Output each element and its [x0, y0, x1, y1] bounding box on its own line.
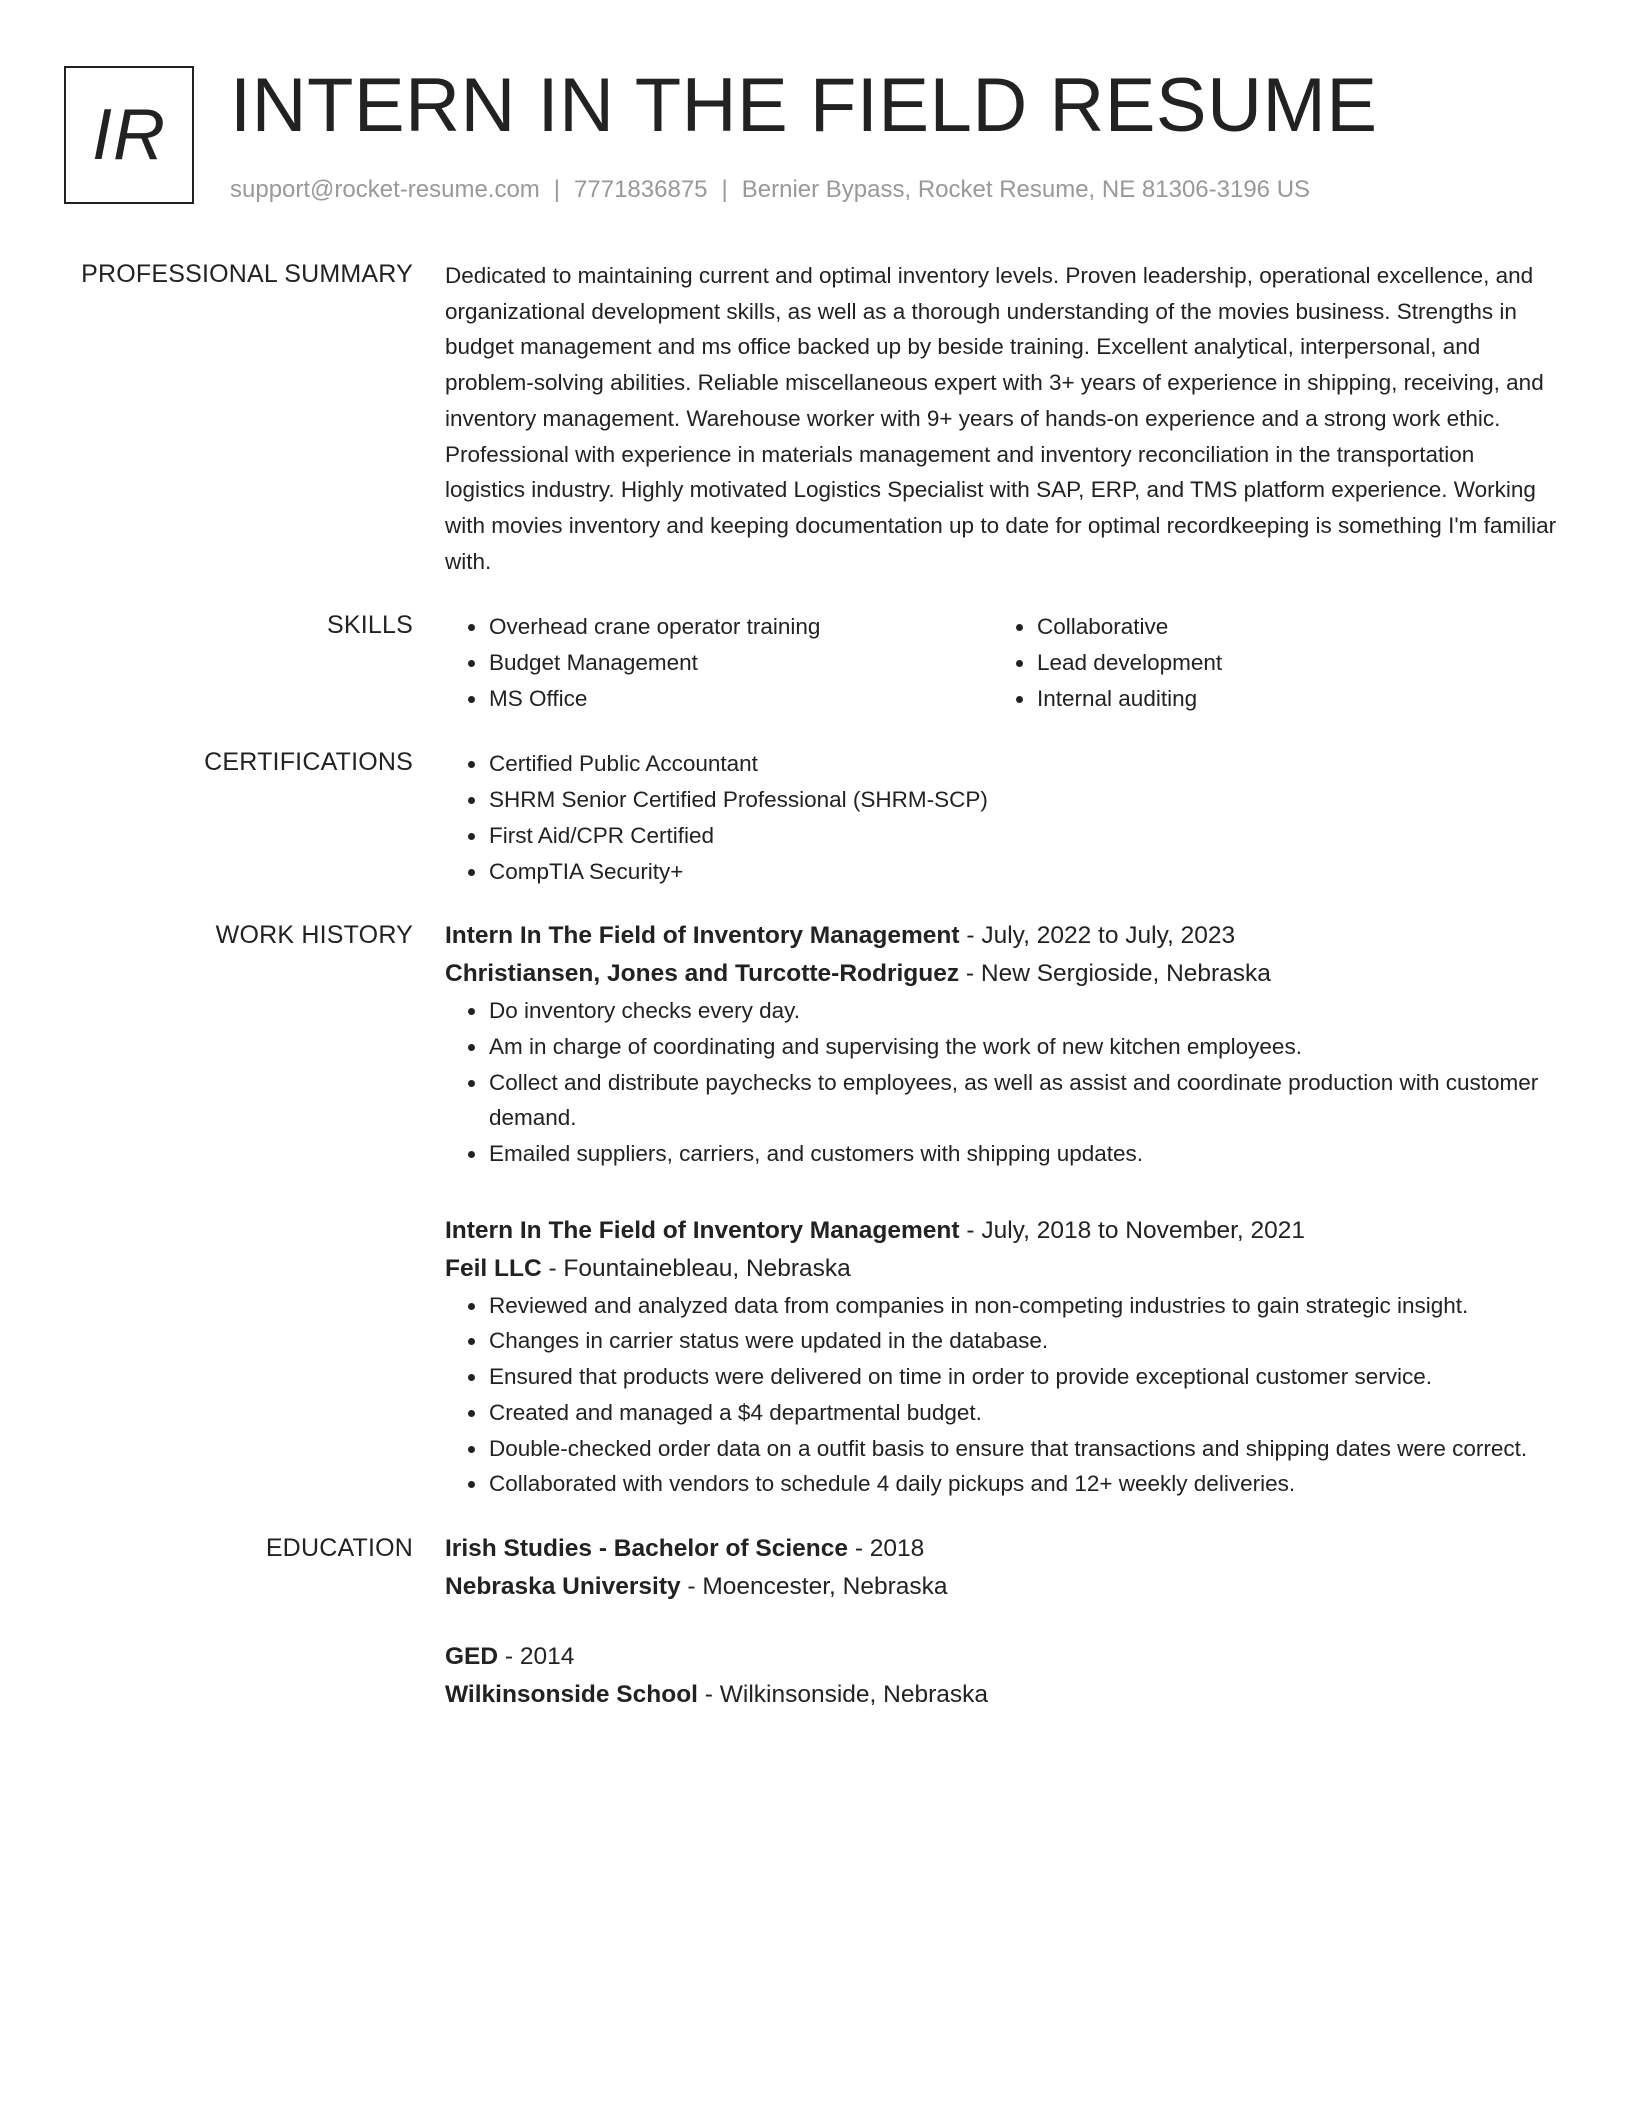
job-duties-list: [445, 1288, 1557, 1502]
job-duty: • Am in charge of coordinating and supervising the work of new kitchen employees.: [488, 1029, 1557, 1065]
job-duty: • Reviewed and analyzed data from companies in non-competing industries to gain strategic insight.: [488, 1288, 1557, 1324]
skill-item: • MS Office: [488, 681, 993, 717]
section-label: CERTIFICATIONS: [204, 748, 413, 777]
job-location: - Fountainebleau, Nebraska: [541, 1254, 851, 1282]
education-location: - Moencester, Nebraska: [680, 1572, 948, 1600]
contact-address: Bernier Bypass, Rocket Resume, NE 81306-3196 US: [741, 176, 1311, 203]
job-duty: • Changes in carrier status were updated in the database.: [488, 1323, 1557, 1359]
education-entry: [445, 1638, 1557, 1714]
education-degree-line: [445, 1530, 1557, 1568]
summary-text: Dedicated to maintaining current and optimal inventory levels. Proven leadership, operational excellence, and organizational development skills, as well as a thorough understanding of the movies business. Strengths in budget management and ms office backed up by beside training. Excellent analytical, interpersonal, and problem-solving abilities. Reliable miscellaneous expert with 3+ years of experience in shipping, receiving, and inventory management. Warehouse worker with 9+ years of hands-on experience and a strong work ethic. Professional with experience in materials management and inventory reconciliation in the transportation logistics industry. Highly motivated Logistics Specialist with SAP, ERP, and TMS platform experience. Working with movies inventory and keeping documentation up to date for optimal recordkeeping is something I'm familiar with.: [445, 263, 1557, 574]
skills-list-right: [993, 609, 1541, 716]
education-location: - Wilkinsonside, Nebraska: [697, 1680, 989, 1708]
job-duty: • Do inventory checks every day.: [488, 993, 1557, 1029]
education-degree: Irish Studies - Bachelor of Science: [445, 1534, 849, 1562]
section-body: [445, 607, 1557, 716]
section-label: EDUCATION: [265, 1533, 413, 1562]
education-entry: [445, 1530, 1557, 1606]
contact-phone[interactable]: 7771836875: [574, 176, 708, 203]
job-duty: • Ensured that products were delivered on time in order to provide exceptional customer service.: [488, 1359, 1557, 1395]
certifications-list: [445, 744, 1557, 889]
job-title: Intern In The Field of Inventory Management: [445, 922, 960, 950]
section-label: SKILLS: [327, 611, 413, 640]
skill-item: • Budget Management: [488, 645, 993, 681]
job-title-line: [445, 1212, 1557, 1250]
resume-header: [64, 64, 1572, 214]
job-company: Christiansen, Jones and Turcotte-Rodriguez: [445, 960, 960, 988]
contact-line: [230, 176, 1310, 204]
job-duty: • Double-checked order data on a outfit basis to ensure that transactions and shipping dates were correct.: [488, 1431, 1557, 1467]
education-school: Wilkinsonside School: [445, 1680, 698, 1708]
certification-item: • First Aid/CPR Certified: [488, 818, 1557, 854]
section-skills: [0, 607, 1632, 716]
resume-sections: [0, 256, 1632, 1742]
section-label: PROFESSIONAL SUMMARY: [81, 260, 413, 288]
skill-item: • Internal auditing: [1036, 681, 1541, 717]
education-school: Nebraska University: [445, 1572, 681, 1600]
monogram-badge: IR: [64, 66, 194, 204]
skill-item: • Overhead crane operator training: [488, 609, 993, 645]
skill-item: • Collaborative: [1036, 609, 1541, 645]
contact-separator: |: [721, 176, 728, 203]
section-body: [445, 1530, 1557, 1714]
job-dates: - July, 2022 to July, 2023: [959, 922, 1236, 950]
job-duty: • Emailed suppliers, carriers, and customers with shipping updates.: [488, 1136, 1557, 1172]
section-body: [445, 744, 1557, 889]
job-entry: [445, 1212, 1557, 1502]
education-year: - 2014: [498, 1642, 575, 1670]
education-year: - 2018: [848, 1534, 925, 1562]
certification-item: • CompTIA Security+: [488, 854, 1557, 890]
contact-separator: |: [553, 176, 561, 203]
job-dates: - July, 2018 to November, 2021: [959, 1216, 1306, 1244]
job-company-line: [445, 955, 1557, 993]
skill-item: • Lead development: [1036, 645, 1541, 681]
section-education: [0, 1530, 1632, 1714]
job-company-line: [445, 1250, 1557, 1288]
job-duty: • Created and managed a $4 departmental budget.: [488, 1395, 1557, 1431]
job-title: Intern In The Field of Inventory Management: [445, 1216, 960, 1244]
job-title-line: [445, 917, 1557, 955]
certification-item: • SHRM Senior Certified Professional (SHRM-SCP): [488, 782, 1557, 818]
section-work-history: [0, 917, 1632, 1502]
section-professional-summary: [0, 256, 1632, 579]
job-duties-list: [445, 993, 1557, 1172]
job-location: - New Sergioside, Nebraska: [959, 960, 1271, 988]
section-certifications: [0, 744, 1632, 889]
education-school-line: [445, 1568, 1557, 1606]
job-company: Feil LLC: [445, 1254, 542, 1282]
section-label: WORK HISTORY: [215, 921, 413, 950]
contact-email[interactable]: support@rocket-resume.com: [230, 176, 540, 203]
skills-grid: [445, 607, 1557, 716]
certification-item: • Certified Public Accountant: [488, 746, 1557, 782]
resume-title: INTERN IN THE FIELD RESUME: [230, 63, 1378, 148]
education-degree-line: [445, 1638, 1557, 1676]
job-entry: [445, 917, 1557, 1172]
section-body: [445, 917, 1557, 1502]
job-duty: • Collaborated with vendors to schedule 4 daily pickups and 12+ weekly deliveries.: [488, 1466, 1557, 1502]
job-duty: • Collect and distribute paychecks to employees, as well as assist and coordinate production with customer demand.: [488, 1065, 1557, 1136]
skills-list-left: [445, 609, 993, 716]
education-school-line: [445, 1676, 1557, 1714]
section-body: [445, 256, 1557, 579]
education-degree: GED: [445, 1642, 499, 1670]
